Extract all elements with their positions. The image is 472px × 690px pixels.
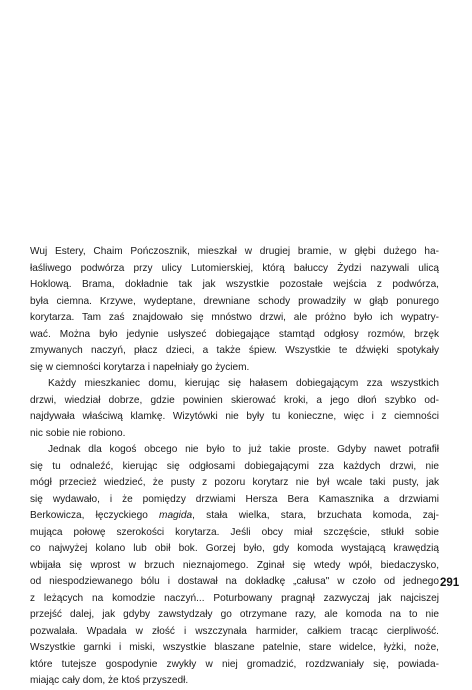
- text-line: przejść dalej, jak gdyby zawstydzały go otrzymane razy, ale komoda na to nie: [30, 609, 439, 620]
- text-line: korytarza. Tam zaś znajdowało się mnóstwo drzwi, ale próżno było ich wypatry-: [30, 312, 439, 323]
- text-line: wbijała się wprost w brzuch nieznajomego. Zginał się wtedy wpół, biedaczysko,: [30, 559, 439, 571]
- text-line: miając cały dom, że ktoś przyszedł.: [30, 675, 189, 686]
- paragraph: [30, 376, 439, 442]
- text-line: była ciemna. Krzywe, wydeptane, drewniane schody prowadziły w głąb ponurego: [30, 295, 439, 307]
- text-line: pozwalała. Wpadała w złość i wszczynała harmider, całkiem tracąc cierpliwość.: [30, 625, 439, 637]
- text-line: Hoklową. Brama, dokładnie tak jak wszystkie pozostałe wejścia z podwórza,: [30, 279, 439, 290]
- text-line: Wszystkie garnki i miski, wszystkie blaszane patelnie, stare widelce, łyżki, noże,: [30, 642, 439, 653]
- text-line: Każdy mieszkaniec domu, kierując się hałasem dobiegającym zza wszystkich: [48, 378, 439, 389]
- text-line: z leżących na komodzie naczyń... Poturbowany pragnął zazwyczaj jak najciszej: [30, 592, 439, 604]
- text-line: Wuj Estery, Chaim Pończosznik, mieszkał w drugiej bramie, w głębi dużego ha-: [30, 246, 439, 257]
- text-line: wać. Można było jedynie usłyszeć dobiegające stamtąd odgłosy rozmów, brzęk: [30, 328, 439, 340]
- paragraph: [30, 244, 439, 376]
- text-line: Berkowicza, łęczyckiego magida, stała wielka, stara, brzuchata komoda, zaj-: [30, 510, 439, 521]
- paragraph: [30, 442, 439, 690]
- text-line: nic sobie nie robiono.: [30, 427, 126, 439]
- text-line: mująca połowę szerokości korytarza. Jeśli obcy miał szczęście, stłukł sobie: [30, 526, 439, 538]
- page-body: [30, 244, 439, 690]
- text-line: mógł przecież wiedzieć, że pusty z pozoru korytarz nie był wcale taki pusty, jak: [30, 477, 439, 488]
- text-line: się wydawało, i że pomiędzy drzwiami Hersza Bera Kamasznika a drzwiami: [30, 493, 439, 505]
- text-line: od niespodziewanego bólu i dostawał na dokładkę „całusa" w czoło od jednego: [30, 576, 439, 587]
- text-line: drzwi, wiedział dobrze, gdzie powinien skierować kroki, a jego dłoń szybko od-: [30, 394, 439, 406]
- text-line: łaśliwego podwórza przy ulicy Lutomierskiej, którą bałuccy Żydzi nazywali ulicą: [30, 262, 439, 274]
- text-line: Jednak dla kogoś obcego nie było to już takie proste. Gdyby nawet potrafił: [48, 444, 439, 455]
- text-line: zmywanych naczyń, płacz dzieci, a także śpiew. Wszystkie te dźwięki spotykały: [30, 345, 439, 356]
- text-line: się tu odnaleźć, kierując się odgłosami dobiegającymi zza każdych drzwi, nie: [30, 460, 439, 472]
- page-number: 291: [440, 577, 460, 589]
- text-line: się w ciemności korytarza i napełniały go życiem.: [30, 361, 250, 373]
- text-line: które tutejsze gospodynie zwykły w niej gromadzić, rozdzwaniały się, powiada-: [30, 658, 439, 670]
- text-line: najdywała właściwą klamkę. Wizytówki nie były tu konieczne, więc i z ciemności: [30, 411, 439, 422]
- text-line: co najwyżej kolano lub obił bok. Gorzej było, gdy komoda wystającą krawędzią: [30, 543, 439, 554]
